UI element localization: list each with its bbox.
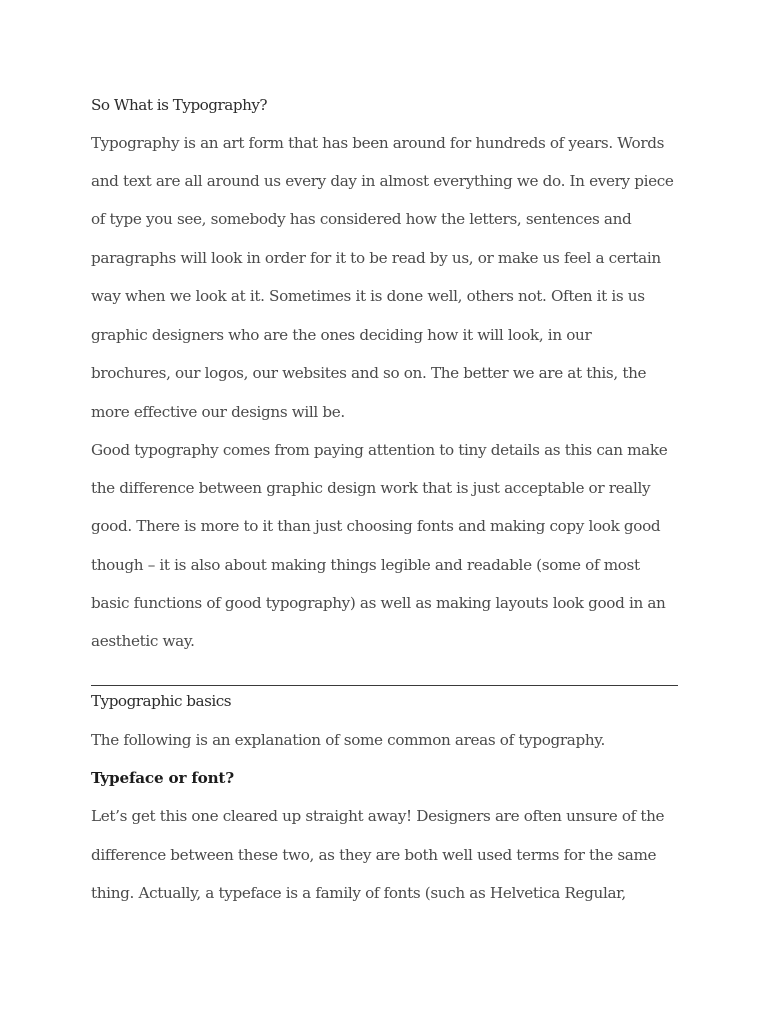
paragraph-line: the difference between graphic design work that is just acceptable or really	[91, 479, 651, 497]
paragraph-line: Typography is an art form that has been around for hundreds of years. Words	[91, 134, 665, 152]
paragraph-line: brochures, our logos, our websites and so on. The better we are at this, the	[91, 364, 647, 382]
paragraph-line: difference between these two, as they are both well used terms for the same	[91, 846, 657, 864]
subheading: Typeface or font?	[91, 769, 234, 787]
paragraph-line: basic functions of good typography) as well as making layouts look good in an	[91, 594, 666, 612]
horizontal-divider	[91, 685, 678, 686]
paragraph-line: Let’s get this one cleared up straight away! Designers are often unsure of the	[91, 807, 665, 825]
paragraph-line: Good typography comes from paying attention to tiny details as this can make	[91, 441, 668, 459]
paragraph-line: paragraphs will look in order for it to be read by us, or make us feel a certain	[91, 249, 661, 267]
paragraph-line: thing. Actually, a typeface is a family of fonts (such as Helvetica Regular,	[91, 884, 626, 902]
intro-text: The following is an explanation of some common areas of typography.	[91, 731, 605, 749]
paragraph-line: graphic designers who are the ones deciding how it will look, in our	[91, 326, 592, 344]
paragraph-line: good. There is more to it than just choosing fonts and making copy look good	[91, 517, 661, 535]
section-heading: So What is Typography?	[91, 96, 268, 114]
section-heading: Typographic basics	[91, 692, 232, 710]
paragraph-line: and text are all around us every day in almost everything we do. In every piece	[91, 172, 674, 190]
paragraph-line: aesthetic way.	[91, 632, 195, 650]
paragraph-line: of type you see, somebody has considered how the letters, sentences and	[91, 210, 632, 228]
paragraph-line: though – it is also about making things legible and readable (some of most	[91, 556, 640, 574]
paragraph-line: more effective our designs will be.	[91, 403, 345, 421]
paragraph-line: way when we look at it. Sometimes it is done well, others not. Often it is us	[91, 287, 645, 305]
